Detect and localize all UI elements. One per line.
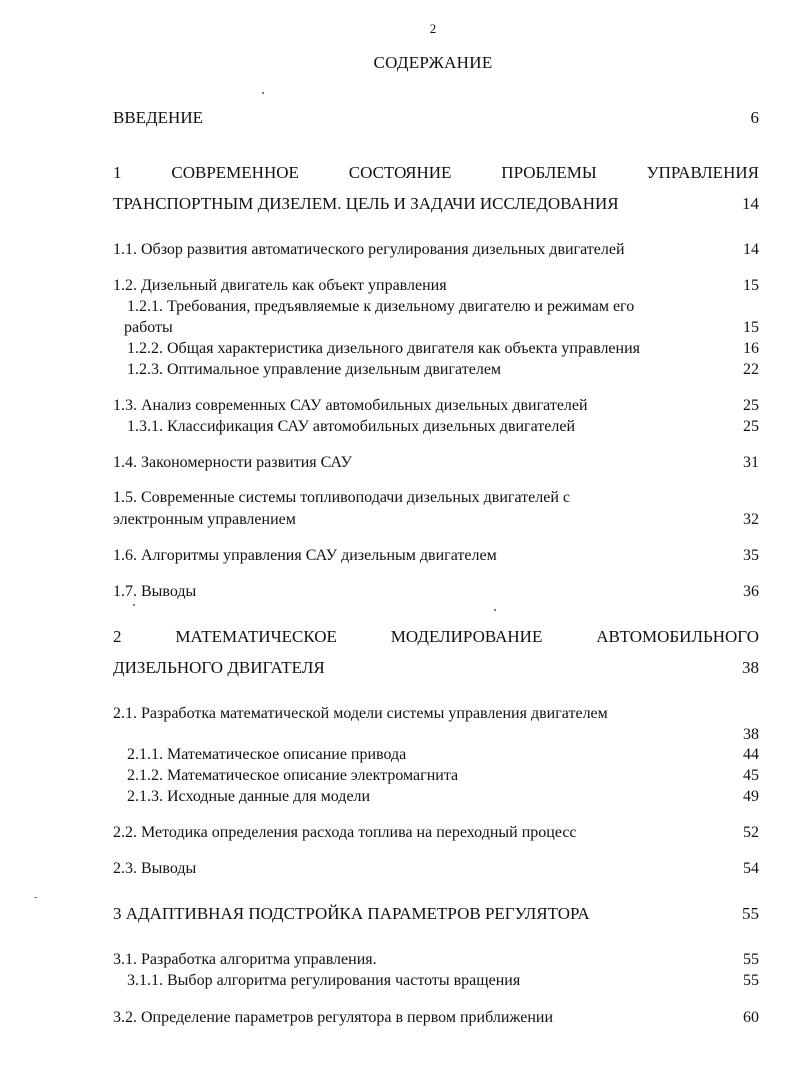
toc-entry-1-2 [113, 277, 759, 295]
toc-entry-title: 1.2.3. Оптимальное управление дизельным двигателем [127, 361, 502, 378]
chapter-1-word: СОСТОЯНИЕ [348, 163, 452, 182]
toc-entry-title: 2.1.3. Исходные данные для модели [127, 788, 371, 805]
toc-entry-page: 25 [743, 418, 759, 435]
toc-entry-1-2-1-line2 [124, 319, 759, 337]
toc-entry-title: 2.1.1. Математическое описание привода [127, 746, 407, 763]
toc-entry-page: 25 [743, 397, 759, 414]
scan-speck [494, 609, 496, 611]
chapter-2-word: МОДЕЛИРОВАНИЕ [390, 627, 543, 646]
toc-entry-1-2-3 [127, 361, 759, 379]
toc-entry-2-1-3 [127, 788, 759, 806]
toc-entry-title: 2.1.2. Математическое описание электромагнита [127, 767, 459, 784]
toc-entry-title: 1.6. Алгоритмы управления САУ дизельным двигателем [113, 547, 497, 564]
toc-entry-1-2-1-line1: 1.2.1. Требования, предъявляемые к дизельному двигателю и режимам его [127, 298, 635, 315]
chapter-1-word: СОВРЕМЕННОЕ [171, 163, 299, 182]
scan-speck [34, 897, 37, 898]
toc-entry-title: 1.7. Выводы [113, 583, 197, 600]
toc-entry-title: 1.1. Обзор развития автоматического регулирования дизельных двигателей [113, 241, 625, 258]
toc-chapter-2-line1 [113, 627, 759, 647]
toc-entry-page: 16 [743, 340, 759, 357]
chapter-2-word: 2 [113, 627, 122, 646]
toc-entry-page: 22 [743, 361, 759, 378]
toc-entry-1-5-line1: 1.5. Современные системы топливоподачи дизельных двигателей с [113, 489, 570, 506]
scan-speck [262, 92, 264, 94]
toc-entry-2-3 [113, 860, 759, 878]
toc-entry-title: 1.2.2. Общая характеристика дизельного двигателя как объекта управления [127, 340, 641, 357]
page-number: 2 [429, 21, 437, 36]
toc-entry-title: 3.1.1. Выбор алгоритма регулирования частоты вращения [127, 972, 521, 989]
chapter-2-word: МАТЕМАТИЧЕСКОЕ [175, 627, 337, 646]
scan-speck [133, 604, 135, 606]
toc-entry-title: 3.2. Определение параметров регулятора в первом приближении [113, 1009, 554, 1026]
toc-entry-page: 49 [743, 788, 759, 805]
chapter-1-word: УПРАВЛЕНИЯ [646, 163, 759, 182]
toc-entry-title: ДИЗЕЛЬНОГО ДВИГАТЕЛЯ [113, 658, 325, 677]
toc-entry-title: 2.2. Методика определения расхода топлива на переходный процесс [113, 824, 577, 841]
toc-entry-2-1-2 [127, 767, 759, 785]
toc-entry-title: ТРАНСПОРТНЫМ ДИЗЕЛЕМ. ЦЕЛЬ И ЗАДАЧИ ИССЛЕДОВАНИЯ [113, 194, 619, 213]
toc-entry-intro [113, 108, 759, 128]
toc-chapter-3 [113, 904, 759, 924]
toc-entry-page: 32 [743, 511, 759, 528]
toc-entry-title: 1.2. Дизельный двигатель как объект управления [113, 277, 447, 294]
toc-entry-page: 35 [743, 547, 759, 564]
toc-entry-1-5-line2 [113, 511, 759, 529]
toc-entry-title: 1.4. Закономерности развития САУ [113, 454, 352, 471]
toc-entry-page: 38 [743, 726, 759, 743]
toc-entry-title: 3.1. Разработка алгоритма управления. [113, 951, 377, 968]
chapter-1-word: ПРОБЛЕМЫ [501, 163, 597, 182]
toc-entry-page: 6 [750, 108, 759, 127]
toc-chapter-1-line2 [113, 194, 759, 214]
toc-entry-1-2-2 [127, 340, 759, 358]
toc-entry-title: 2.3. Выводы [113, 860, 197, 877]
toc-entry-page: 31 [743, 454, 759, 471]
toc-entry-page: 60 [743, 1009, 759, 1026]
toc-entry-page: 45 [743, 767, 759, 784]
toc-entry-title: электронным управлением [113, 511, 296, 528]
toc-entry-3-2 [113, 1009, 759, 1027]
toc-entry-page: 44 [743, 746, 759, 763]
toc-entry-page: 38 [742, 658, 759, 677]
toc-entry-page: 55 [743, 951, 759, 968]
toc-entry-title: ВВЕДЕНИЕ [113, 108, 203, 127]
toc-entry-2-1: 2.1. Разработка математической модели системы управления двигателем [113, 705, 608, 722]
chapter-2-word: АВТОМОБИЛЬНОГО [596, 627, 759, 646]
toc-entry-page: 36 [743, 583, 759, 600]
toc-entry-page: 14 [742, 194, 759, 213]
toc-entry-2-2 [113, 824, 759, 842]
toc-entry-title: 3 АДАПТИВНАЯ ПОДСТРОЙКА ПАРАМЕТРОВ РЕГУЛЯТОРА [113, 904, 590, 923]
toc-entry-2-1-1 [127, 746, 759, 764]
toc-entry-3-1-1 [127, 972, 759, 990]
toc-entry-1-3 [113, 397, 759, 415]
toc-entry-page: 14 [743, 241, 759, 258]
toc-entry-page: 55 [743, 972, 759, 989]
toc-entry-page: 52 [743, 824, 759, 841]
toc-entry-1-4 [113, 454, 759, 472]
toc-entry-page: 15 [743, 319, 759, 336]
toc-entry-title: работы [124, 319, 173, 336]
chapter-1-word: 1 [113, 163, 122, 182]
toc-entry-title: 1.3. Анализ современных САУ автомобильных дизельных двигателей [113, 397, 588, 414]
toc-entry-1-1 [113, 241, 759, 259]
toc-chapter-2-line2 [113, 658, 759, 678]
toc-entry-page: 54 [743, 860, 759, 877]
page-title: СОДЕРЖАНИЕ [373, 53, 493, 72]
toc-entry-3-1 [113, 951, 759, 969]
toc-entry-title: 1.3.1. Классификация САУ автомобильных дизельных двигателей [127, 418, 576, 435]
toc-entry-1-7 [113, 583, 759, 601]
toc-chapter-1-line1 [113, 163, 759, 183]
toc-entry-page: 55 [742, 904, 759, 923]
toc-entry-page: 15 [743, 277, 759, 294]
toc-entry-1-6 [113, 547, 759, 565]
toc-entry-1-3-1 [127, 418, 759, 436]
